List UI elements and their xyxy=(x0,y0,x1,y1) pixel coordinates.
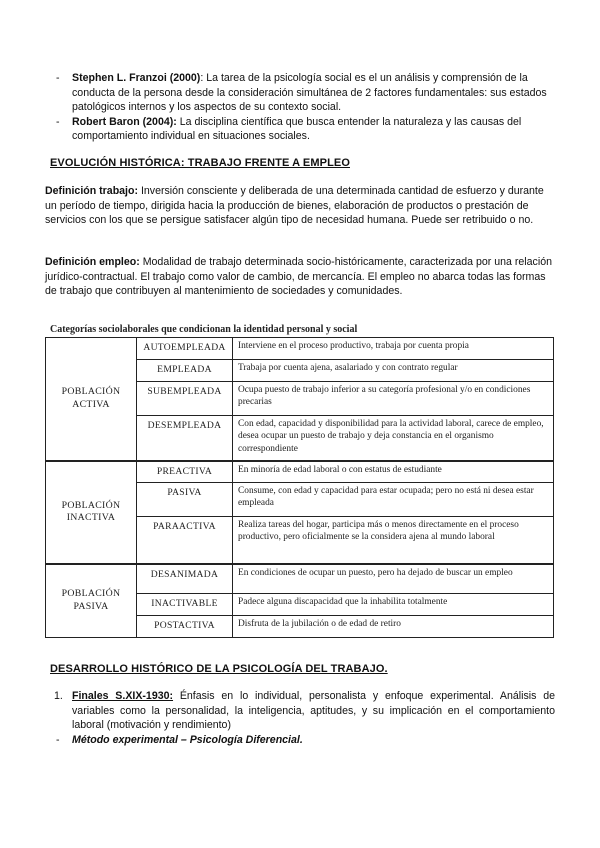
intro-bullet-list xyxy=(50,71,555,144)
category-name: DESEMPLEADA xyxy=(137,416,233,461)
author-name: Stephen L. Franzoi (2000) xyxy=(72,72,201,84)
category-name: EMPLEADA xyxy=(137,360,233,382)
numbered-list xyxy=(50,689,555,747)
group-label-inactiva xyxy=(46,461,137,564)
category-description: Trabaja por cuenta ajena, asalariado y con contrato regular xyxy=(233,360,554,382)
category-description: En condiciones de ocupar un puesto, pero ha dejado de buscar un empleo xyxy=(233,564,554,594)
bullet-dash: - xyxy=(56,733,60,746)
table-row xyxy=(46,461,554,483)
group-label-line: ACTIVA xyxy=(72,398,110,410)
category-name: INACTIVABLE xyxy=(137,594,233,616)
category-name: PREACTIVA xyxy=(137,461,233,483)
group-label-activa xyxy=(46,338,137,461)
definition-term: Definición trabajo: xyxy=(45,185,138,197)
sub-bullet-metodo xyxy=(50,733,555,748)
period-text: Énfasis en lo individual, personalista y enfoque experimental. Análisis de variables como la personalidad, la inteligencia, aptitudes, y su implicación en el comportamiento laboral (motivación y rendimiento) xyxy=(72,690,556,732)
group-label-pasiva xyxy=(46,564,137,638)
sub-bullet-text: Método experimental – Psicología Diferencial. xyxy=(72,733,303,746)
category-description: Con edad, capacidad y disponibilidad para la actividad laboral, carece de empleo, desea ocupar un puesto de trabajo y deja constancia en el organismo correspondiente xyxy=(233,416,554,461)
definition-text: Modalidad de trabajo determinada socio-históricamente, caracterizada por una relación jurídico-contractual. El trabajo como valor de cambio, de mercancía. El empleo no abarca todas las formas de trabajo que contribuyen al mantenimiento de sociedades y comunidades. xyxy=(45,256,552,298)
group-label-line: POBLACIÓN xyxy=(61,386,121,398)
definition-empleo xyxy=(45,255,555,299)
period-term: Finales S.XIX-1930: xyxy=(72,690,174,702)
table-row xyxy=(46,338,554,360)
bullet-text: La disciplina científica que busca entender la naturaleza y las causas del comportamiento individual en situaciones sociales. xyxy=(72,115,522,143)
category-name: POSTACTIVA xyxy=(137,616,233,638)
section-heading-evolucion: EVOLUCIÓN HISTÓRICA: TRABAJO FRENTE A EMPLEO xyxy=(50,157,350,169)
bullet-dash: - xyxy=(56,72,60,84)
category-description: Ocupa puesto de trabajo inferior a su categoría profesional y/o en condiciones precarias xyxy=(233,382,554,416)
category-name: AUTOEMPLEADA xyxy=(137,338,233,360)
category-name: PARAACTIVA xyxy=(137,517,233,564)
definition-term: Definición empleo: xyxy=(45,256,140,268)
category-description: Disfruta de la jubilación o de edad de retiro xyxy=(233,616,554,638)
list-number: 1. xyxy=(54,690,63,702)
category-description: Realiza tareas del hogar, participa más o menos directamente en el proceso productivo, pero oficialmente se la considera ajena al mundo laboral xyxy=(233,517,554,564)
bullet-dash: - xyxy=(56,115,60,128)
author-name: Robert Baron (2004): xyxy=(72,115,177,128)
group-label-line: POBLACIÓN xyxy=(61,588,121,600)
table-row xyxy=(46,564,554,594)
definition-trabajo xyxy=(45,184,555,228)
bullet-baron xyxy=(50,115,555,144)
category-name: PASIVA xyxy=(137,483,233,517)
category-name: DESANIMADA xyxy=(137,564,233,594)
table-caption: Categorías sociolaborales que condicionan la identidad personal y social xyxy=(50,324,358,335)
category-description: Consume, con edad y capacidad para estar ocupada; pero no está ni desea estar empleada xyxy=(233,483,554,517)
group-label-line: POBLACIÓN xyxy=(61,499,121,511)
definition-text: Inversión consciente y deliberada de una determinada cantidad de esfuerzo y durante un período de tiempo, dirigida hacia la producción de bienes, elaboración de productos o prestación de servicios con los que se persigue satisfacer algún tipo de necesidad humana. Puede ser retribuido o no. xyxy=(45,185,544,227)
category-name: SUBEMPLEADA xyxy=(137,382,233,416)
bullet-franzoi xyxy=(50,71,555,115)
group-label-line: INACTIVA xyxy=(66,512,116,523)
category-description: Padece alguna discapacidad que la inhabilita totalmente xyxy=(233,594,554,616)
sociolaboral-table xyxy=(45,337,554,638)
bullet-text: : La tarea de la psicología social es el un análisis y comprensión de la conducta de la persona desde la consideración simultánea de 2 factores fundamentales: sus estados patológicos internos y los aspectos de su contexto social. xyxy=(72,72,547,114)
section-heading-desarrollo: DESARROLLO HISTÓRICO DE LA PSICOLOGÍA DEL TRABAJO. xyxy=(50,663,388,675)
list-item-finales-sxix xyxy=(50,689,555,733)
group-label-line: PASIVA xyxy=(73,600,109,612)
category-description: En minoría de edad laboral o con estatus de estudiante xyxy=(233,461,554,483)
category-description: Interviene en el proceso productivo, trabaja por cuenta propia xyxy=(233,338,554,360)
